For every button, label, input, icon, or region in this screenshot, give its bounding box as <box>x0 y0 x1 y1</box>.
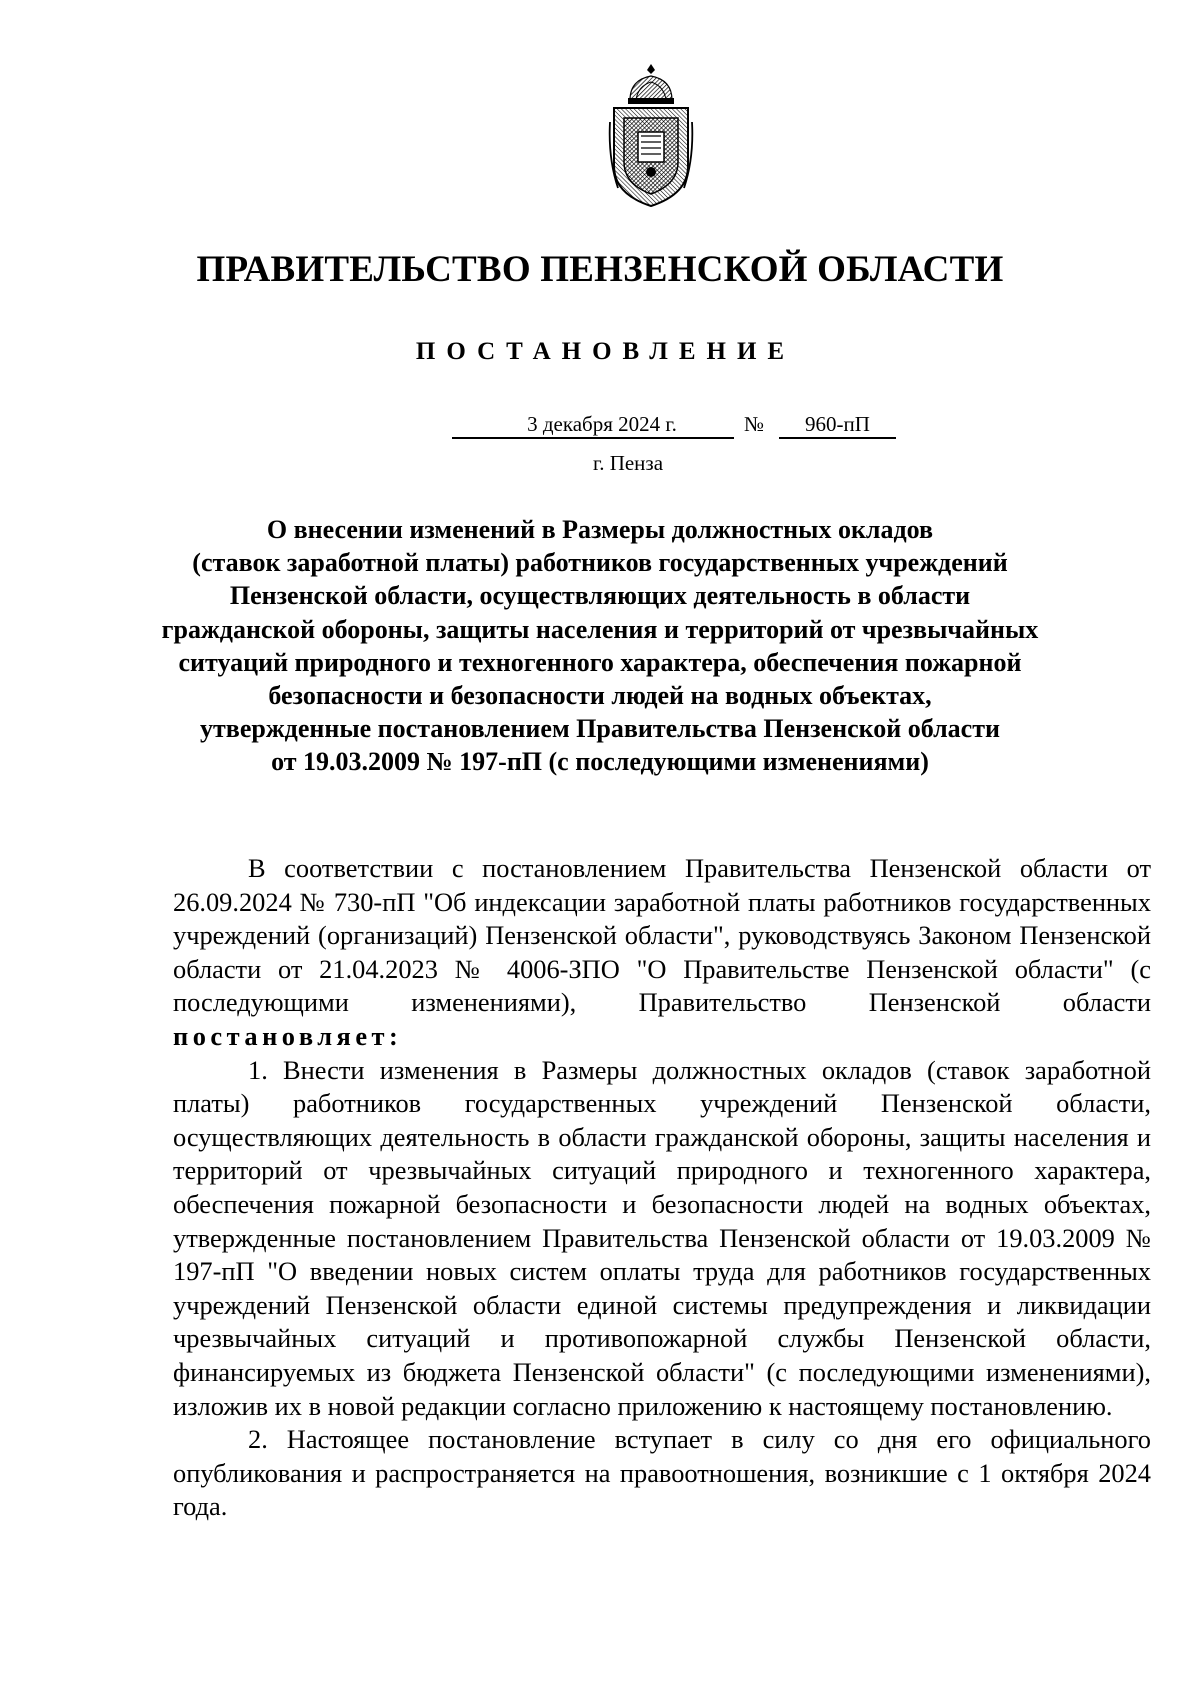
preamble-paragraph <box>173 852 1151 1054</box>
subject-line: ситуаций природного и техногенного характера, обеспечения пожарной <box>178 647 1022 677</box>
subject-line: Пензенской области, осуществляющих деятельность в области <box>229 581 971 611</box>
subject-line: от 19.03.2009 № 197-пП (с последующими изменениями) <box>271 747 929 777</box>
number-sign: № <box>744 412 765 436</box>
subject-line: гражданской обороны, защиты населения и территорий от чрезвычайных <box>161 614 1039 644</box>
subject-line: утвержденные постановлением Правительства Пензенской области <box>200 714 1000 744</box>
document-body <box>173 852 1151 1524</box>
document-subject <box>150 513 1050 779</box>
subject-line: О внесении изменений в Размеры должностных окладов <box>266 515 934 544</box>
government-title: ПРАВИТЕЛЬСТВО ПЕНЗЕНСКОЙ ОБЛАСТИ <box>196 249 1004 290</box>
coat-of-arms-icon <box>608 62 694 210</box>
document-type: ПОСТАНОВЛЕНИЕ <box>415 338 796 365</box>
decree-word: постановляет: <box>173 1020 403 1051</box>
document-date: 3 декабря 2024 г. <box>452 411 734 439</box>
item-1-paragraph: 1. Внести изменения в Размеры должностных окладов (ставок заработной платы) работников государственных учреждений Пензенской области, осуществляющих деятельность в области гражданской обороны, защиты населения и территорий от чрезвычайных ситуаций природного и техногенного характера, обеспечения пожарной безопасности и безопасности людей на водных объектах, утвержденные постановлением Правительства Пензенской области от 19.03.2009 № 197-пП "О введении новых систем оплаты труда для работников государственных учреждений Пензенской области единой системы предупреждения и ликвидации чрезвычайных ситуаций и противопожарной службы Пензенской области, финансируемых из бюджета Пензенской области" (с последующими изменениями), изложив их в новой редакции согласно приложению к настоящему постановлению. <box>173 1054 1151 1421</box>
subject-line: безопасности и безопасности людей на водных объектах, <box>268 681 932 711</box>
document-number: 960-пП <box>779 411 896 439</box>
preamble-text: В соответствии с постановлением Правительства Пензенской области от 26.09.2024 № 730-пП "Об индексации заработной платы работников государственных учреждений (организаций) Пензенской области", руководствуясь Законом Пензенской области от 21.04.2023 № 4006-ЗПО "О Правительстве Пензенской области" (с последующими изменениями), Правительство Пензенской области <box>173 853 1151 1018</box>
subject-line: (ставок заработной платы) работников государственных учреждений <box>192 548 1008 578</box>
item-2-paragraph: 2. Настоящее постановление вступает в силу со дня его официального опубликования и распространяется на правоотношения, возникшие с 1 октября 2024 года. <box>173 1424 1151 1522</box>
document-city: г. Пенза <box>592 451 664 475</box>
